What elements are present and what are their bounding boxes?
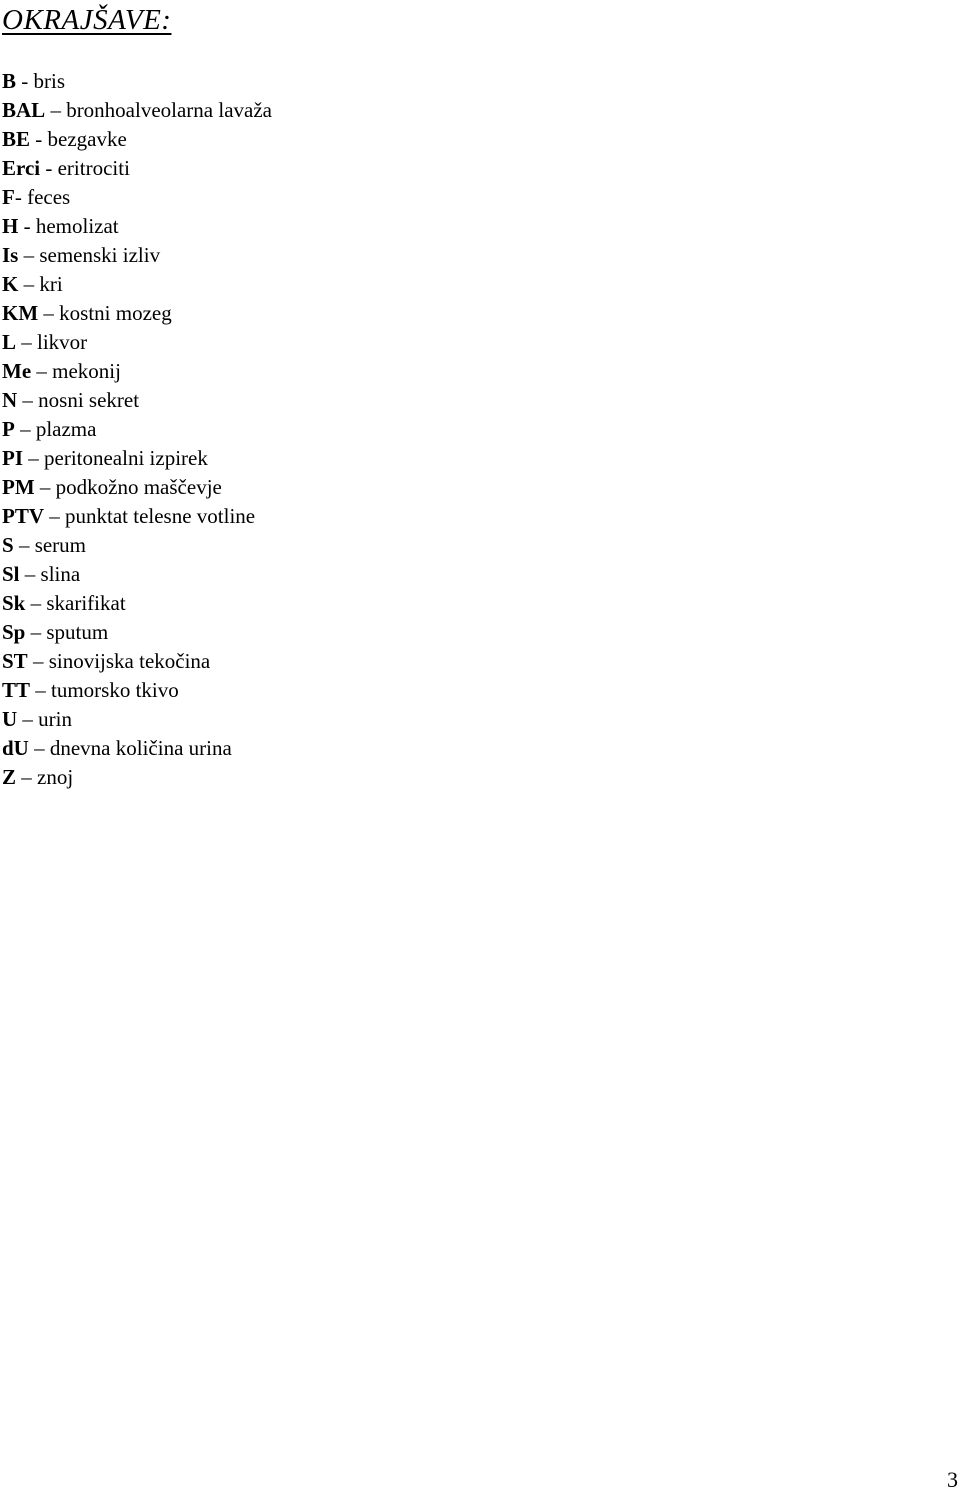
abbreviation-meaning: hemolizat: [35, 214, 119, 238]
abbreviation-separator: –: [18, 272, 40, 296]
abbreviation-separator: –: [27, 649, 49, 673]
abbreviation-code: H: [2, 214, 19, 238]
abbreviation-meaning: podkožno maščevje: [55, 475, 222, 499]
abbreviation-item-u: [2, 705, 272, 734]
abbreviation-item-pm: [2, 473, 272, 502]
abbreviation-item-erci: [2, 154, 272, 183]
abbreviation-separator: -: [30, 127, 48, 151]
abbreviation-code: U: [2, 707, 18, 731]
abbreviation-meaning: urin: [38, 707, 72, 731]
abbreviation-item-km: [2, 299, 272, 328]
page-title: OKRAJŠAVE:: [2, 4, 172, 36]
abbreviation-separator: –: [16, 765, 38, 789]
abbreviation-meaning: znoj: [37, 765, 74, 789]
abbreviation-separator: –: [30, 678, 52, 702]
abbreviation-code: ST: [2, 649, 28, 673]
abbreviation-code: BAL: [2, 98, 46, 122]
abbreviation-meaning: skarifikat: [46, 591, 126, 615]
abbreviation-item-bal: [2, 96, 272, 125]
abbreviation-code: B: [2, 69, 17, 93]
abbreviation-code: Erci: [2, 156, 41, 180]
abbreviation-code: L: [2, 330, 17, 354]
abbreviation-item-du: [2, 734, 272, 763]
abbreviation-item-sp: [2, 618, 272, 647]
abbreviation-separator: –: [45, 98, 67, 122]
abbreviation-item-p: [2, 415, 272, 444]
abbreviation-separator: –: [28, 736, 50, 760]
abbreviation-item-be: [2, 125, 272, 154]
abbreviation-meaning: kri: [39, 272, 63, 296]
abbreviation-separator: –: [34, 475, 56, 499]
abbreviation-item-me: [2, 357, 272, 386]
abbreviation-code: P: [2, 417, 15, 441]
abbreviation-meaning: likvor: [37, 330, 88, 354]
abbreviation-item-z: [2, 763, 272, 792]
abbreviation-code: Sl: [2, 562, 20, 586]
abbreviation-separator: –: [23, 446, 44, 470]
abbreviation-item-st: [2, 647, 272, 676]
abbreviation-code: Me: [2, 359, 32, 383]
abbreviation-code: BE: [2, 127, 31, 151]
abbreviation-item-ptv: [2, 502, 272, 531]
abbreviation-meaning: eritrociti: [57, 156, 130, 180]
abbreviation-separator: –: [18, 243, 40, 267]
abbreviation-separator: -: [14, 185, 28, 209]
abbreviation-code: dU: [2, 736, 29, 760]
abbreviation-meaning: mekonij: [52, 359, 121, 383]
abbreviation-list: [2, 67, 272, 792]
abbreviation-meaning: semenski izliv: [39, 243, 161, 267]
abbreviation-item-n: [2, 386, 272, 415]
abbreviation-item-k: [2, 270, 272, 299]
abbreviation-item-l: [2, 328, 272, 357]
abbreviation-meaning: nosni sekret: [38, 388, 140, 412]
abbreviation-item-is: [2, 241, 272, 270]
abbreviation-separator: –: [25, 591, 47, 615]
abbreviation-code: Sk: [2, 591, 26, 615]
abbreviation-code: Sp: [2, 620, 26, 644]
abbreviation-code: F: [2, 185, 15, 209]
abbreviation-meaning: kostni mozeg: [59, 301, 172, 325]
abbreviation-separator: –: [44, 504, 65, 528]
abbreviation-meaning: plazma: [35, 417, 97, 441]
abbreviation-meaning: feces: [27, 185, 71, 209]
abbreviation-separator: -: [16, 69, 34, 93]
abbreviation-separator: –: [31, 359, 53, 383]
abbreviation-item-h: [2, 212, 272, 241]
abbreviation-separator: –: [13, 533, 35, 557]
abbreviation-meaning: bezgavke: [47, 127, 127, 151]
abbreviation-item-sl: [2, 560, 272, 589]
abbreviation-meaning: bronhoalveolarna lavaža: [66, 98, 272, 122]
abbreviation-separator: –: [17, 388, 39, 412]
abbreviation-meaning: dnevna količina urina: [49, 736, 232, 760]
abbreviation-item-sk: [2, 589, 272, 618]
abbreviation-code: S: [2, 533, 14, 557]
abbreviation-code: K: [2, 272, 19, 296]
abbreviation-meaning: tumorsko tkivo: [51, 678, 179, 702]
abbreviation-item-tt: [2, 676, 272, 705]
abbreviation-separator: –: [38, 301, 60, 325]
abbreviation-item-f: [2, 183, 272, 212]
abbreviation-item-b: [2, 67, 272, 96]
abbreviation-separator: -: [18, 214, 36, 238]
abbreviation-separator: –: [17, 707, 39, 731]
abbreviation-separator: –: [19, 562, 41, 586]
abbreviation-meaning: bris: [33, 69, 66, 93]
abbreviation-item-pi: [2, 444, 272, 473]
abbreviation-code: KM: [2, 301, 39, 325]
abbreviation-code: TT: [2, 678, 31, 702]
abbreviation-meaning: sputum: [46, 620, 109, 644]
abbreviation-item-s: [2, 531, 272, 560]
abbreviation-meaning: peritonealni izpirek: [44, 446, 208, 470]
abbreviation-separator: –: [25, 620, 47, 644]
abbreviation-code: N: [2, 388, 18, 412]
abbreviation-code: Is: [2, 243, 19, 267]
page-number: 3: [947, 1467, 958, 1492]
abbreviation-separator: –: [16, 330, 38, 354]
abbreviation-meaning: serum: [34, 533, 87, 557]
abbreviation-code: PM: [2, 475, 35, 499]
abbreviation-meaning: sinovijska tekočina: [48, 649, 211, 673]
abbreviation-meaning: slina: [40, 562, 81, 586]
abbreviation-code: PTV: [2, 504, 44, 528]
abbreviation-meaning: punktat telesne votline: [65, 504, 256, 528]
abbreviation-code: Z: [2, 765, 17, 789]
abbreviation-separator: -: [40, 156, 58, 180]
abbreviation-separator: –: [14, 417, 36, 441]
abbreviation-code: PI: [2, 446, 23, 470]
